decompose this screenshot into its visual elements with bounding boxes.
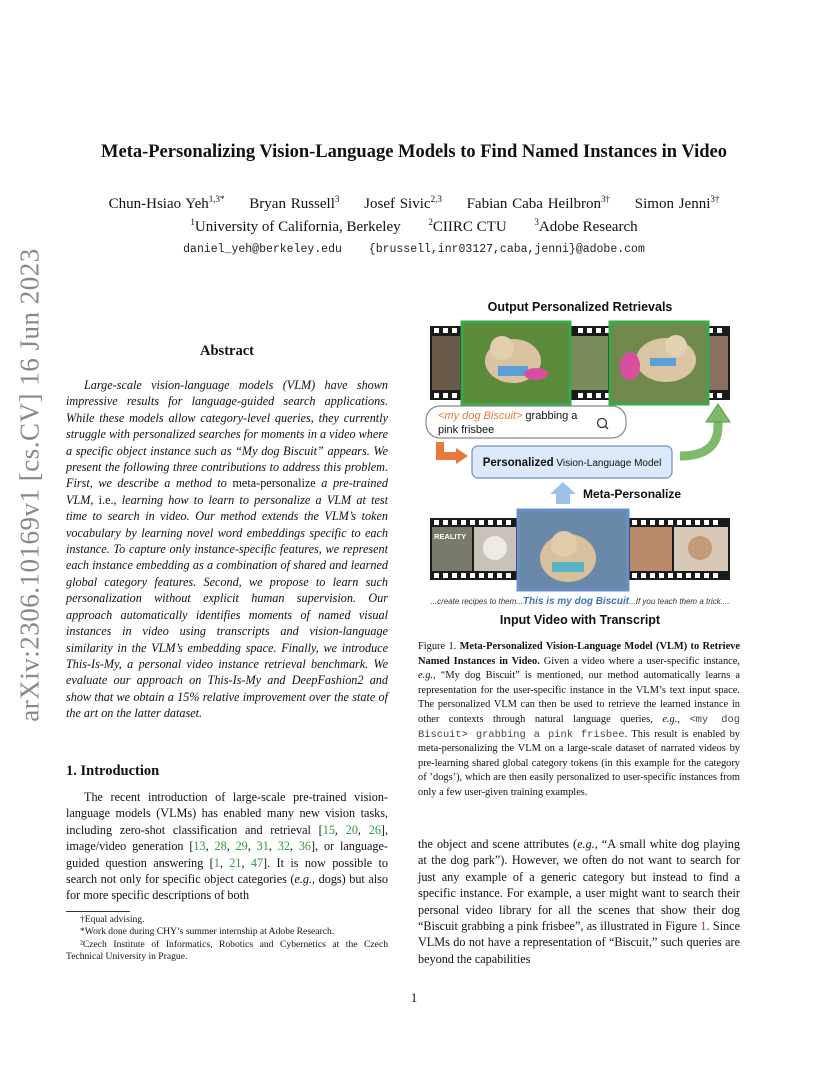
affiliation-list (0, 219, 828, 236)
query-search-box[interactable] (426, 406, 626, 438)
personalized-vlm-box (472, 446, 672, 478)
abstract-heading: Abstract (200, 343, 254, 359)
svg-text:Personalized Vision-Language M (483, 457, 662, 469)
affiliation: $^2$CIIRC CTU (428, 217, 507, 235)
author: Simon Jenni$^{3\dagger}$ (634, 194, 720, 212)
query-tag: <my dog Biscuit> (438, 410, 523, 422)
figure-bottom-title: Input Video with Transcript (499, 613, 661, 627)
citation-link[interactable]: 15 (322, 822, 335, 837)
paper-title: Meta-Personalizing Vision-Language Models to Find Named Instances in Video (101, 142, 727, 162)
citation-link[interactable]: 31 (256, 839, 269, 854)
author: Chun-Hsiao Yeh$^{1,3*}$ (108, 194, 225, 212)
intro-text: The recent introduction of large-scale pre-trained vision-language models (VLMs) has enabled many new vision tasks, including zero-shot classification and retrieval [15, 20, 26], image/video generation [13, 28, 29, 31, 32, 36], or language-guided question answering [1, 21, 47]. It is now possible to search not only for specific object categories (e.g., dogs) but also for more specific descriptions of both (66, 790, 389, 903)
model-label: Vision-Language Model (553, 458, 662, 469)
figure-top-title: Output Personalized Retrievals (487, 300, 673, 314)
transcript-pre: ...create recipes to them... (430, 597, 523, 606)
model-label-bold: Personalized (482, 457, 554, 469)
svg-text:...create recipes to them...Th (430, 596, 729, 607)
intro-heading: 1. Introduction (66, 763, 160, 779)
orange-arrow (440, 442, 468, 464)
citation-link[interactable]: 28 (214, 839, 227, 854)
email-list (0, 243, 828, 256)
footnotes (66, 914, 388, 964)
citation-link[interactable]: 36 (298, 839, 311, 854)
meta-personalize-arrow (550, 482, 681, 504)
figure-caption: Figure 1. Meta-Personalized Vision-Language Model (VLM) to Retrieve Named Instances in Video. Given a video where a user-specific instance, e.g., “My dog Biscuit” is mentioned, our method automatically learns a representation for the user-specific instance in the VLM’s text input space. The personalized VLM can then be used to retrieve the learned instance in other contexts through natural language queries, e.g., <my dog Biscuit> grabbing a pink frisbee. This result is enabled by meta-personalizing the VLM on a large-scale dataset of narrated videos by pre-learning shared global category tokens (in this example for the category of ’dogs’), which are then easily personalized to user-specific instances from only a few user-given training examples. (418, 641, 740, 798)
input-highlight-frame (518, 510, 628, 590)
figure-ref-link[interactable]: 1 (700, 919, 707, 934)
footnote: †Equal advising. (80, 914, 145, 925)
citation-link[interactable]: 32 (277, 839, 290, 854)
reality-label: REALITY (434, 532, 467, 541)
svg-text:<my dog Biscuit> grabbing a (438, 410, 578, 422)
citation-link[interactable]: 1 (213, 855, 220, 870)
author: Fabian Caba Heilbron$^{3\dagger}$ (466, 194, 611, 212)
citation-link[interactable]: 13 (193, 839, 206, 854)
author: Bryan Russell$^3$ (249, 194, 340, 212)
query-text: grabbing a (522, 410, 578, 422)
affiliation: $^1$University of California, Berkeley (190, 217, 401, 235)
author: Josef Sivic$^{2,3}$ (364, 194, 442, 212)
arxiv-stamp (12, 248, 48, 722)
citation-link[interactable]: 20 (345, 822, 358, 837)
abstract-text: Large-scale vision-language models (VLM) have shown impressive results for language-guided search applications. While these models allow category-level queries, they currently struggle with personalized searches for moments in a video where a specific object instance such as “My dog Biscuit” appears. We present the following three contributions to address this problem. First, we describe a method to meta-personalize a pre-trained VLM, i.e., learning how to learn to personalize a VLM at test time to search in video. Our method extends the VLM’s token vocabulary by learning novel word embeddings specific to each instance. To capture only instance-specific features, we represent each instance embedding as a combination of shared and learned global category features. Second, we propose to learn such personalization without explicit human supervision. Our approach automatically identifies moments of named visual instances in video using transcripts and vision-language similarity in the VLM’s embedding space. Finally, we introduce This-Is-My, a personal video instance retrieval benchmark. We evaluate our approach on This-Is-My and DeepFashion2 and show that we obtain a 15% relative improvement over the state of the art on the latter dataset. (66, 378, 389, 721)
citation-link[interactable]: 47 (250, 855, 264, 870)
meta-personalize-label: Meta-Personalize (583, 487, 682, 501)
author-list (0, 196, 828, 213)
retrieval-thumbnail-1 (462, 322, 570, 404)
page-number: 1 (410, 990, 418, 1005)
footnote-rule (66, 911, 130, 912)
citation-link[interactable]: 29 (235, 839, 248, 854)
email: {brussell,inr03127,caba,jenni}@adobe.com (368, 243, 645, 256)
transcript-post: ...If you teach them a trick.... (629, 597, 730, 606)
figure-1 (418, 296, 742, 632)
email: daniel_yeh@berkeley.edu (183, 243, 342, 256)
query-text: pink frisbee (438, 424, 495, 436)
citation-link[interactable]: 26 (368, 822, 381, 837)
arxiv-id: arXiv:2306.10169v1 [cs.CV] 16 Jun 2023 (14, 248, 45, 722)
citation-link[interactable]: 21 (229, 855, 242, 870)
transcript-highlight: This is my dog Biscuit (522, 596, 630, 607)
intro-text-continued: the object and scene attributes (e.g., “A small white dog playing at the dog park”). However, we often do not want to search for just any example of a generic category but instead to find a specific instance. For example, a user might want to search their personal video library for all the scenes that show their dog “Biscuit grabbing a pink frisbee”, as illustrated in Figure 1. Since VLMs do not have a representation of “Biscuit,” such queries are beyond the capabilities (418, 837, 741, 966)
affiliation: $^3$Adobe Research (534, 217, 638, 235)
green-up-arrow (680, 404, 730, 456)
footnote: ²Czech Institute of Informatics, Robotics and Cybernetics at the Czech Technical University in Prague. (66, 938, 388, 963)
footnote: *Work done during CHY’s summer internship at Adobe Research. (80, 926, 335, 938)
retrieval-thumbnail-2 (610, 322, 708, 404)
